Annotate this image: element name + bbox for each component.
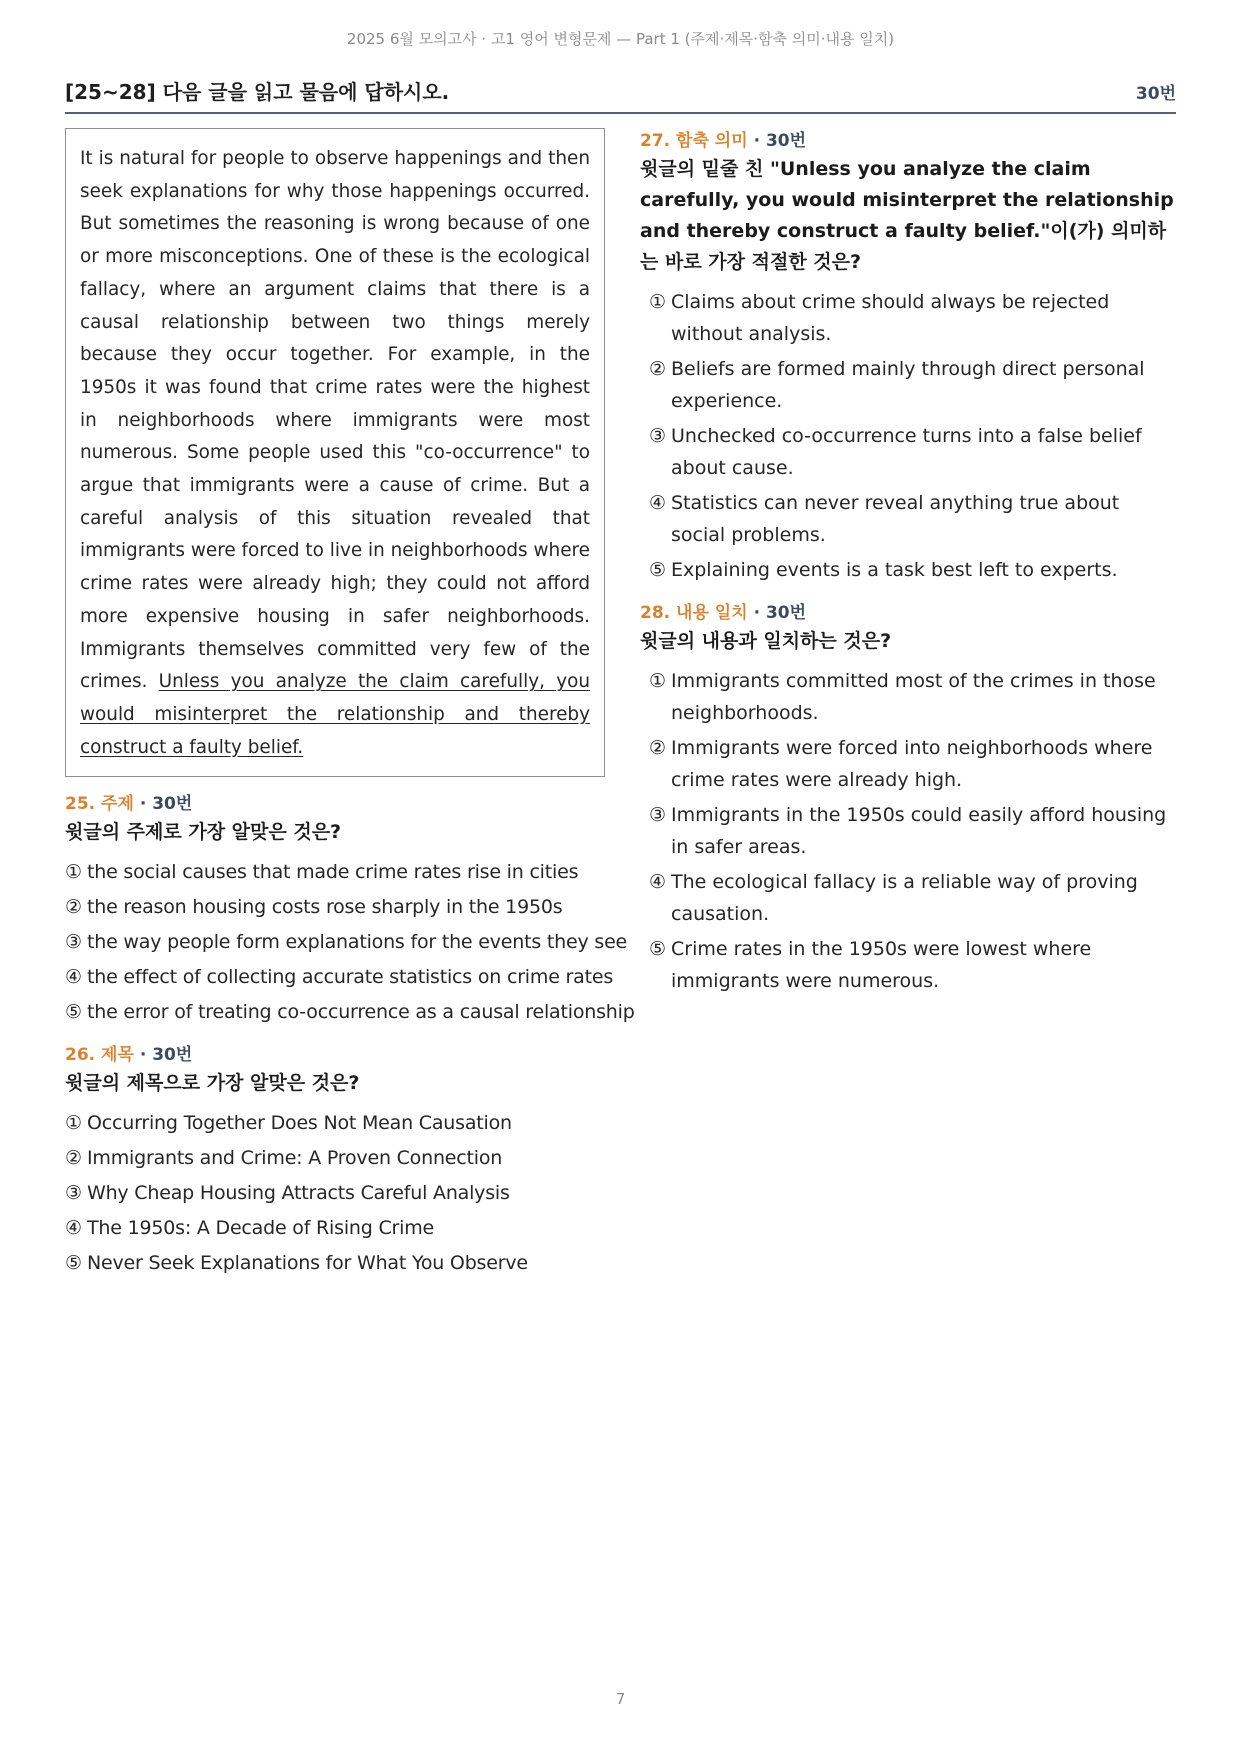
option-5[interactable]: [640, 554, 1176, 586]
option-text: Why Cheap Housing Attracts Careful Analysis: [87, 1182, 510, 1205]
option-mark: ①: [649, 670, 667, 692]
option-3[interactable]: [65, 1177, 605, 1209]
option-4[interactable]: [640, 487, 1176, 551]
option-text: the social causes that made crime rates rise in cities: [87, 861, 579, 884]
question-ref: · 30번: [139, 1045, 193, 1066]
question-tag: [65, 791, 605, 817]
option-text: Unchecked co-occurrence turns into a false belief about cause.: [671, 425, 1142, 479]
section-header: [65, 76, 1176, 114]
question-number: 27. 함축 의미: [640, 131, 748, 151]
option-mark: ②: [65, 1147, 82, 1170]
option-4[interactable]: [65, 961, 614, 993]
question-stem: 윗글의 주제로 가장 알맞은 것은?: [65, 821, 342, 844]
question-tag: [640, 600, 1176, 626]
option-5[interactable]: [65, 1247, 605, 1279]
option-5[interactable]: [65, 996, 635, 1028]
option-mark: ③: [65, 931, 82, 954]
option-5[interactable]: [640, 933, 1176, 997]
right-column: [640, 128, 1176, 1011]
option-text: the reason housing costs rose sharply in the 1950s: [87, 896, 563, 919]
option-text: Immigrants committed most of the crimes in those neighborhoods.: [671, 670, 1156, 724]
question-27: [640, 128, 1176, 586]
option-mark: ⑤: [649, 559, 667, 581]
option-text: The ecological fallacy is a reliable way of proving causation.: [671, 871, 1138, 925]
option-4[interactable]: [640, 866, 1176, 930]
option-2[interactable]: [65, 1142, 605, 1174]
question-number: 26. 제목: [65, 1045, 134, 1066]
option-text: the effect of collecting accurate statistics on crime rates: [87, 966, 614, 989]
option-list: [65, 1107, 605, 1279]
option-2[interactable]: [640, 732, 1176, 796]
option-1[interactable]: [640, 665, 1176, 729]
option-text: Never Seek Explanations for What You Observe: [87, 1252, 528, 1275]
option-mark: ①: [65, 1112, 82, 1135]
option-mark: ④: [649, 492, 667, 514]
section-number: 30번: [1135, 84, 1176, 104]
question-tag: [640, 128, 1176, 154]
question-stem: 윗글의 제목으로 가장 알맞은 것은?: [65, 1072, 360, 1095]
option-mark: ③: [649, 804, 667, 826]
option-mark: ②: [649, 737, 667, 759]
left-column: [65, 128, 635, 1293]
option-mark: ⑤: [65, 1001, 82, 1024]
option-1[interactable]: [65, 856, 605, 888]
question-25: [65, 791, 635, 1028]
question-28: [640, 600, 1176, 997]
page-number: 7: [615, 1690, 626, 1708]
option-text: The 1950s: A Decade of Rising Crime: [87, 1217, 435, 1240]
option-text: the error of treating co-occurrence as a causal relationship: [87, 1001, 635, 1024]
option-mark: ④: [65, 1217, 82, 1240]
question-stem: 윗글의 내용과 일치하는 것은?: [640, 630, 892, 652]
underlined-sentence: Unless you analyze the claim carefully, you would misinterpret the relationship and thereby construct a faulty belief.: [80, 671, 590, 758]
option-2[interactable]: [65, 891, 605, 923]
question-ref: · 30번: [753, 131, 807, 151]
option-mark: ⑤: [649, 938, 667, 960]
reading-passage: [65, 128, 605, 777]
question-26: [65, 1042, 605, 1279]
option-text: Crime rates in the 1950s were lowest where immigrants were numerous.: [671, 938, 1092, 992]
running-header: 2025 6월 모의고사 · 고1 영어 변형문제 — Part 1 (주제·제목·함축 의미·내용 일치): [346, 30, 895, 48]
passage-body: It is natural for people to observe happenings and then seek explanations for why those happenings occurred. But sometimes the reasoning is wrong because of one or more misconceptions. One of these is the ecological fallacy, where an argument claims that there is a causal relationship between two things merely because they occur together. For example, in the 1950s it was found that crime rates were the highest in neighborhoods where immigrants were most numerous. Some people used this "co-occurrence" to argue that immigrants were a cause of crime. But a careful analysis of this situation revealed that immigrants were forced to live in neighborhoods where crime rates were already high; they could not afford more expensive housing in safer neighborhoods. Immigrants themselves committed very few of the crimes.: [80, 148, 590, 693]
option-mark: ①: [649, 291, 667, 313]
option-text: Immigrants and Crime: A Proven Connection: [87, 1147, 503, 1170]
option-1[interactable]: [65, 1107, 605, 1139]
question-number: 25. 주제: [65, 794, 134, 815]
option-text: the way people form explanations for the events they see: [87, 931, 628, 954]
option-mark: ⑤: [65, 1252, 82, 1275]
option-mark: ③: [65, 1182, 82, 1205]
option-text: Beliefs are formed mainly through direct personal experience.: [671, 358, 1145, 412]
option-3[interactable]: [640, 420, 1176, 484]
question-tag: [65, 1042, 605, 1068]
option-mark: ①: [65, 861, 82, 884]
option-2[interactable]: [640, 353, 1176, 417]
question-ref: · 30번: [753, 603, 807, 623]
option-mark: ②: [649, 358, 667, 380]
section-title: [25~28] 다음 글을 읽고 물음에 답하시오.: [65, 80, 450, 104]
option-3[interactable]: [640, 799, 1176, 863]
question-stem: 윗글의 밑줄 친 "Unless you analyze the claim carefully, you would misinterpret the relationship and thereby construct a faulty belief."이(가) 의미하는 바로 가장 적절한 것은?: [640, 158, 1174, 273]
option-text: Statistics can never reveal anything true about social problems.: [671, 492, 1120, 546]
option-text: Immigrants were forced into neighborhoods where crime rates were already high.: [671, 737, 1153, 791]
question-ref: · 30번: [139, 794, 193, 815]
option-text: Claims about crime should always be rejected without analysis.: [671, 291, 1110, 345]
option-text: Explaining events is a task best left to experts.: [671, 559, 1118, 581]
option-list: [640, 286, 1176, 586]
option-mark: ③: [649, 425, 667, 447]
question-number: 28. 내용 일치: [640, 603, 748, 623]
option-mark: ④: [65, 966, 82, 989]
option-list: [65, 856, 635, 1028]
option-text: Immigrants in the 1950s could easily afford housing in safer areas.: [671, 804, 1167, 858]
option-mark: ②: [65, 896, 82, 919]
option-text: Occurring Together Does Not Mean Causation: [87, 1112, 512, 1135]
option-3[interactable]: [65, 926, 628, 958]
option-mark: ④: [649, 871, 667, 893]
option-list: [640, 665, 1176, 997]
option-1[interactable]: [640, 286, 1176, 350]
option-4[interactable]: [65, 1212, 605, 1244]
